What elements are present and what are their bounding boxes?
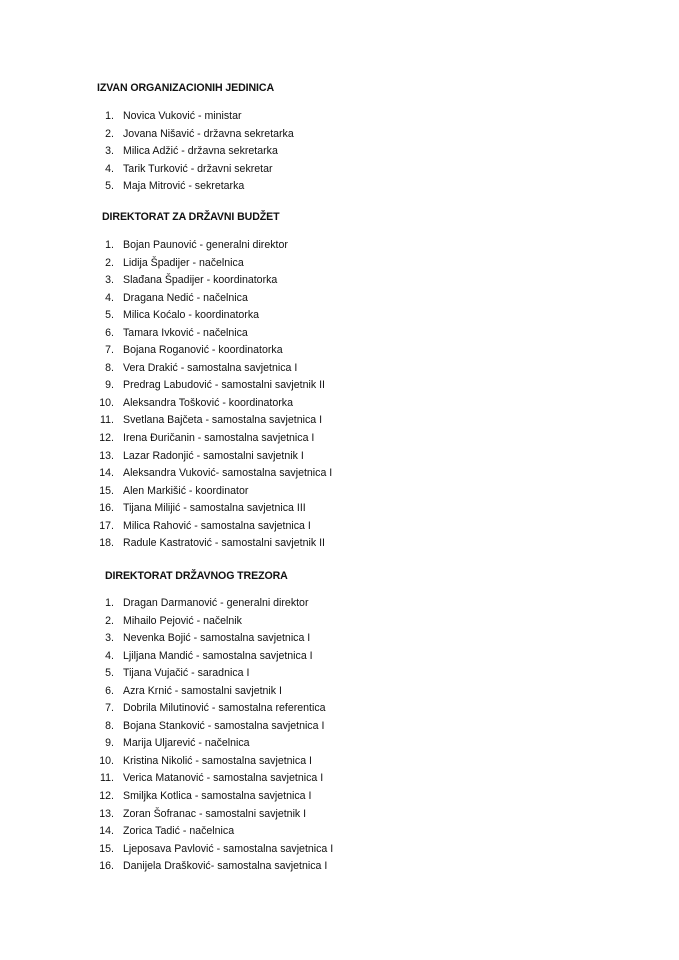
- item-text: Kristina Nikolić - samostalna savjetnica I: [123, 754, 312, 767]
- list-item: [0, 685, 679, 703]
- list-item: [0, 450, 679, 468]
- item-number: 9.: [105, 379, 114, 392]
- item-text: Svetlana Bajčeta - samostalna savjetnica I: [123, 414, 323, 427]
- item-number: 6.: [105, 684, 114, 697]
- staff-list: [0, 110, 679, 198]
- item-number: 11.: [100, 772, 114, 785]
- list-item: [0, 597, 679, 615]
- item-number: 18.: [99, 537, 114, 550]
- list-item: [0, 362, 679, 380]
- item-number: 10.: [99, 396, 114, 409]
- item-text: Tijana Milijić - samostalna savjetnica III: [123, 502, 306, 515]
- staff-list: [0, 239, 679, 555]
- item-text: Milica Adžić - državna sekretarka: [123, 145, 278, 158]
- item-number: 8.: [105, 719, 114, 732]
- list-item: [0, 180, 679, 198]
- list-item: [0, 772, 679, 790]
- item-number: 7.: [105, 344, 114, 357]
- item-text: Azra Krnić - samostalni savjetnik I: [123, 684, 282, 697]
- item-number: 4.: [105, 291, 114, 304]
- list-item: [0, 667, 679, 685]
- list-item: [0, 292, 679, 310]
- list-item: [0, 163, 679, 181]
- item-text: Mihailo Pejović - načelnik: [123, 614, 242, 627]
- item-number: 1.: [105, 597, 114, 609]
- item-text: Alen Markišić - koordinator: [123, 484, 249, 497]
- item-text: Predrag Labudović - samostalni savjetnik II: [123, 379, 325, 392]
- list-item: [0, 737, 679, 755]
- item-text: Lazar Radonjić - samostalni savjetnik I: [123, 449, 304, 462]
- item-text: Dragana Nedić - načelnica: [123, 291, 248, 304]
- item-number: 8.: [105, 361, 114, 374]
- list-item: [0, 537, 679, 555]
- item-number: 17.: [99, 519, 114, 532]
- item-number: 12.: [99, 432, 114, 445]
- list-item: [0, 309, 679, 327]
- item-text: Slađana Špadijer - koordinatorka: [123, 274, 278, 287]
- item-text: Zoran Šofranac - samostalni savjetnik I: [123, 807, 307, 820]
- item-number: 13.: [99, 807, 114, 820]
- item-number: 15.: [99, 484, 114, 497]
- list-item: [0, 432, 679, 450]
- item-text: Radule Kastratović - samostalni savjetnik II: [123, 537, 325, 550]
- list-item: [0, 414, 679, 432]
- list-item: [0, 128, 679, 146]
- item-text: Dobrila Milutinović - samostalna referentica: [123, 702, 326, 715]
- list-item: [0, 257, 679, 275]
- item-text: Marija Uljarević - načelnica: [123, 737, 250, 750]
- item-number: 14.: [99, 825, 114, 838]
- list-item: [0, 502, 679, 520]
- item-number: 9.: [105, 737, 114, 750]
- item-number: 10.: [99, 754, 114, 767]
- list-item: [0, 485, 679, 503]
- list-item: [0, 379, 679, 397]
- list-item: [0, 344, 679, 362]
- item-text: Novica Vuković - ministar: [123, 110, 242, 122]
- list-item: [0, 239, 679, 257]
- item-text: Milica Rahović - samostalna savjetnica I: [123, 519, 311, 532]
- item-number: 14.: [99, 467, 114, 480]
- list-item: [0, 327, 679, 345]
- item-text: Lidija Špadijer - načelnica: [123, 256, 244, 269]
- list-item: [0, 110, 679, 128]
- item-text: Maja Mitrović - sekretarka: [123, 180, 245, 193]
- list-item: [0, 843, 679, 861]
- item-text: Aleksandra Tošković - koordinatorka: [123, 396, 293, 409]
- list-item: [0, 145, 679, 163]
- item-text: Zorica Tadić - načelnica: [123, 825, 235, 838]
- item-text: Jovana Nišavić - državna sekretarka: [123, 127, 294, 140]
- item-text: Nevenka Bojić - samostalna savjetnica I: [123, 632, 311, 645]
- item-text: Ljeposava Pavlović - samostalna savjetnica I: [123, 842, 334, 855]
- item-number: 15.: [99, 842, 114, 855]
- item-number: 3.: [105, 632, 114, 645]
- item-number: 4.: [105, 649, 114, 662]
- list-item: [0, 632, 679, 650]
- item-number: 6.: [105, 326, 114, 339]
- list-item: [0, 755, 679, 773]
- list-item: [0, 825, 679, 843]
- item-text: Vera Drakić - samostalna savjetnica I: [123, 361, 298, 374]
- item-number: 13.: [99, 449, 114, 462]
- list-item: [0, 397, 679, 415]
- item-number: 5.: [105, 309, 114, 322]
- list-item: [0, 790, 679, 808]
- item-text: Bojana Stanković - samostalna savjetnica I: [123, 719, 325, 732]
- item-number: 12.: [99, 790, 114, 803]
- item-text: Danijela Drašković- samostalna savjetnica I: [123, 860, 328, 873]
- list-item: [0, 467, 679, 485]
- item-number: 4.: [105, 162, 114, 175]
- list-item: [0, 520, 679, 538]
- item-number: 1.: [105, 110, 114, 122]
- item-text: Verica Matanović - samostalna savjetnica I: [123, 772, 324, 785]
- list-item: [0, 720, 679, 738]
- item-number: 2.: [105, 256, 114, 269]
- list-item: [0, 615, 679, 633]
- item-number: 3.: [105, 274, 114, 287]
- item-number: 3.: [105, 145, 114, 158]
- item-text: Irena Đuričanin - samostalna savjetnica I: [123, 432, 315, 445]
- list-item: [0, 650, 679, 668]
- item-text: Ljiljana Mandić - samostalna savjetnica I: [123, 649, 313, 662]
- item-text: Tamara Ivković - načelnica: [123, 326, 248, 339]
- item-text: Tarik Turković - državni sekretar: [123, 162, 273, 175]
- section-heading: DIREKTORAT ZA DRŽAVNI BUDŽET: [102, 211, 280, 223]
- item-text: Tijana Vujačić - saradnica I: [123, 667, 250, 680]
- section-heading: IZVAN ORGANIZACIONIH JEDINICA: [97, 82, 275, 94]
- staff-list: [0, 597, 679, 878]
- list-item: [0, 274, 679, 292]
- item-text: Bojana Roganović - koordinatorka: [123, 344, 283, 357]
- list-item: [0, 808, 679, 826]
- item-text: Aleksandra Vuković- samostalna savjetnica I: [123, 467, 333, 480]
- item-text: Smiljka Kotlica - samostalna savjetnica I: [123, 790, 312, 803]
- item-text: Milica Koćalo - koordinatorka: [123, 309, 260, 322]
- item-number: 2.: [105, 127, 114, 140]
- item-number: 1.: [105, 239, 114, 251]
- item-number: 5.: [105, 180, 114, 193]
- item-number: 16.: [99, 860, 114, 873]
- item-text: Dragan Darmanović - generalni direktor: [123, 597, 309, 609]
- section-heading: DIREKTORAT DRŽAVNOG TREZORA: [105, 570, 288, 582]
- list-item: [0, 702, 679, 720]
- item-number: 7.: [105, 702, 114, 715]
- item-number: 11.: [100, 414, 114, 427]
- item-number: 2.: [105, 614, 114, 627]
- item-number: 16.: [99, 502, 114, 515]
- item-text: Bojan Paunović - generalni direktor: [123, 239, 288, 251]
- list-item: [0, 860, 679, 878]
- item-number: 5.: [105, 667, 114, 680]
